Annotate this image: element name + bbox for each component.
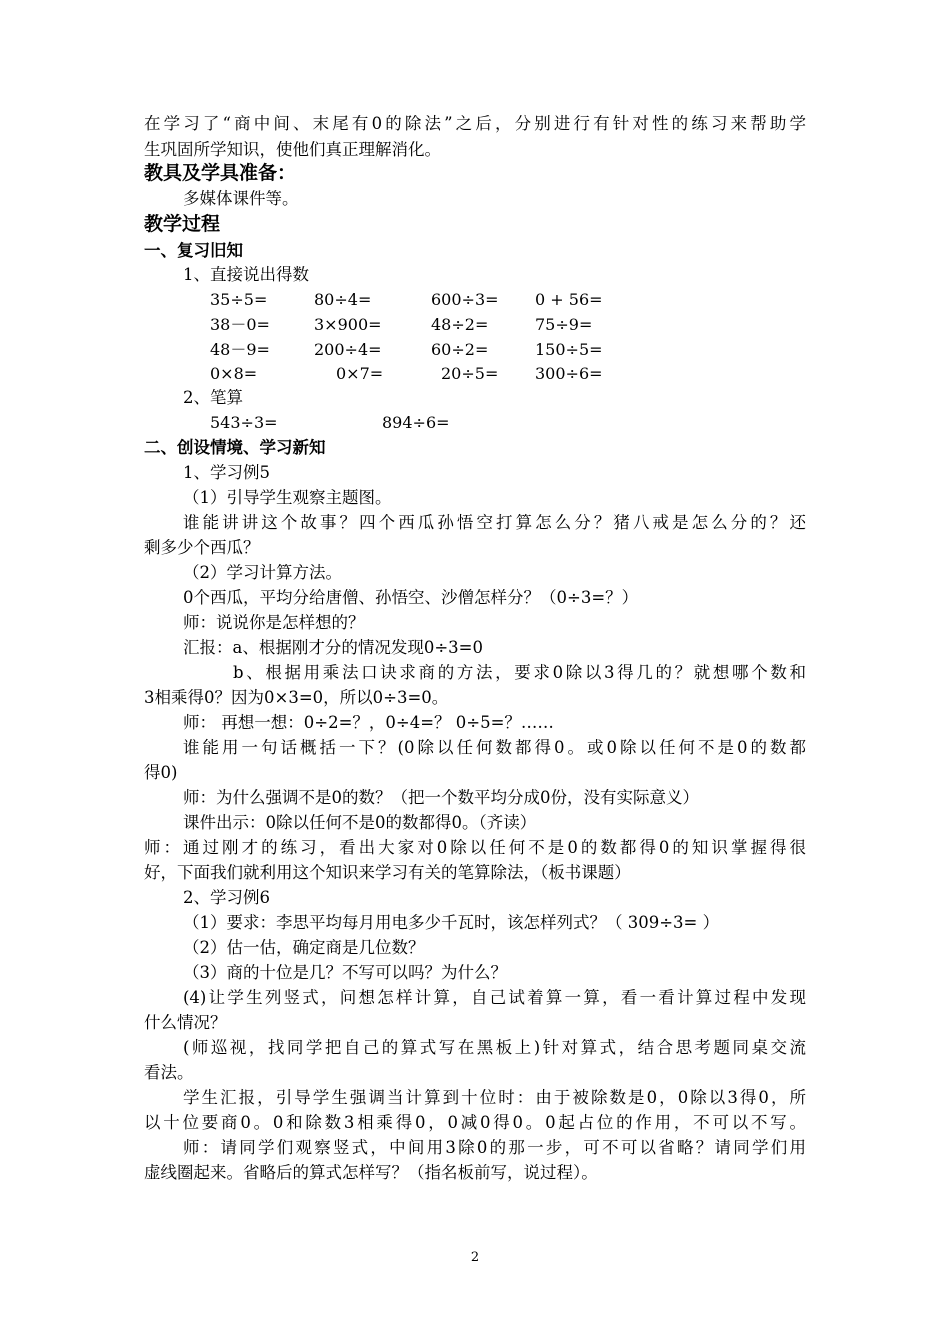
oral-cell: 300÷6= [535, 364, 603, 383]
written-problem: 894÷6= [382, 413, 450, 432]
body-line: 得0) [144, 763, 178, 782]
body-line: （2）估一估，确定商是几位数？ [183, 938, 425, 957]
body-line: 师：说说你是怎样想的？ [183, 613, 365, 632]
oral-cell: 20÷5= [441, 364, 499, 383]
oral-cell: 48－9= [210, 340, 270, 359]
body-line: 师：请同学们观察竖式，中间用3除0的那一步，可不可以省略？请同学们用 [183, 1138, 806, 1157]
body-line: 汇报：a、根据刚才分的情况发现0÷3=0 [183, 638, 483, 657]
oral-cell: 0 + 56= [535, 290, 603, 309]
oral-cell: 80÷4= [314, 290, 372, 309]
body-line: 学生汇报，引导学生强调当计算到十位时：由于被除数是0，0除以3得0，所 [183, 1088, 806, 1107]
oral-cell: 0×7= [336, 364, 384, 383]
body-line: 课件出示：0除以任何不是0的数都得0。（齐读） [183, 813, 537, 832]
oral-cell: 60÷2= [431, 340, 489, 359]
written-title: 2、笔算 [183, 388, 243, 407]
body-line: (师巡视，找同学把自己的算式写在黑板上)针对算式，结合思考题同桌交流 [183, 1038, 806, 1057]
new-heading: 二、创设情境、学习新知 [144, 438, 326, 457]
oral-cell: 150÷5= [535, 340, 603, 359]
review-heading: 一、复习旧知 [144, 241, 243, 260]
body-line: （2）学习计算方法。 [183, 563, 342, 582]
body-line: b、根据用乘法口诀求商的方法，要求0除以3得几的？就想哪个数和 [233, 663, 806, 682]
materials-text: 多媒体课件等。 [183, 189, 299, 208]
written-problem: 543÷3= [210, 413, 278, 432]
body-line: 看法。 [144, 1063, 194, 1082]
oral-cell: 3×900= [314, 315, 382, 334]
body-line: （3）商的十位是几？不写可以吗？为什么？ [183, 963, 507, 982]
body-line: 1、学习例5 [183, 463, 270, 482]
oral-cell: 38－0= [210, 315, 270, 334]
body-line: （1）要求：李思平均每月用电多少千瓦时，该怎样列式？（ 309÷3= ） [183, 913, 720, 932]
body-line: 师：通过刚才的练习，看出大家对0除以任何不是0的数都得0的知识掌握得很 [144, 838, 806, 857]
body-line: 好，下面我们就利用这个知识来学习有关的笔算除法，（板书课题） [144, 863, 631, 882]
oral-cell: 600÷3= [431, 290, 499, 309]
body-line: 谁能用一句话概括一下？(0除以任何数都得0。或0除以任何不是0的数都 [183, 738, 806, 757]
body-line: 师： 再想一想：0÷2=？，0÷4=？ 0÷5=？…… [183, 713, 554, 732]
intro-line-1: 在学习了“商中间、末尾有0的除法”之后，分别进行有针对性的练习来帮助学 [144, 114, 806, 133]
intro-line-2: 生巩固所学知识，使他们真正理解消化。 [144, 140, 441, 159]
body-line: 0个西瓜，平均分给唐僧、孙悟空、沙僧怎样分？（0÷3=？） [183, 588, 639, 607]
body-line: 3相乘得0？因为0×3=0，所以0÷3=0。 [144, 688, 449, 707]
body-line: (4)让学生列竖式，问想怎样计算，自己试着算一算，看一看计算过程中发现 [183, 988, 806, 1007]
materials-heading: 教具及学具准备： [144, 162, 297, 184]
process-heading: 教学过程 [144, 213, 221, 235]
body-line: 虚线圈起来。省略后的算式怎样写？（指名板前写，说过程）。 [144, 1163, 598, 1182]
body-line: （1）引导学生观察主题图。 [183, 488, 392, 507]
body-line: 以十位要商0。0和除数3相乘得0，0减0得0。0起占位的作用，不可以不写。 [144, 1113, 806, 1132]
oral-cell: 35÷5= [210, 290, 268, 309]
body-line: 剩多少个西瓜？ [144, 538, 260, 557]
body-line: 谁能讲讲这个故事？四个西瓜孙悟空打算怎么分？猪八戒是怎么分的？还 [183, 513, 806, 532]
body-line: 什么情况？ [144, 1013, 227, 1032]
oral-cell: 200÷4= [314, 340, 382, 359]
page-number: 2 [470, 1250, 480, 1265]
body-line: 师：为什么强调不是0的数？（把一个数平均分成0份，没有实际意义） [183, 788, 699, 807]
body-line: 2、学习例6 [183, 888, 270, 907]
oral-title: 1、直接说出得数 [183, 265, 309, 284]
oral-cell: 75÷9= [535, 315, 593, 334]
oral-cell: 0×8= [210, 364, 258, 383]
oral-cell: 48÷2= [431, 315, 489, 334]
